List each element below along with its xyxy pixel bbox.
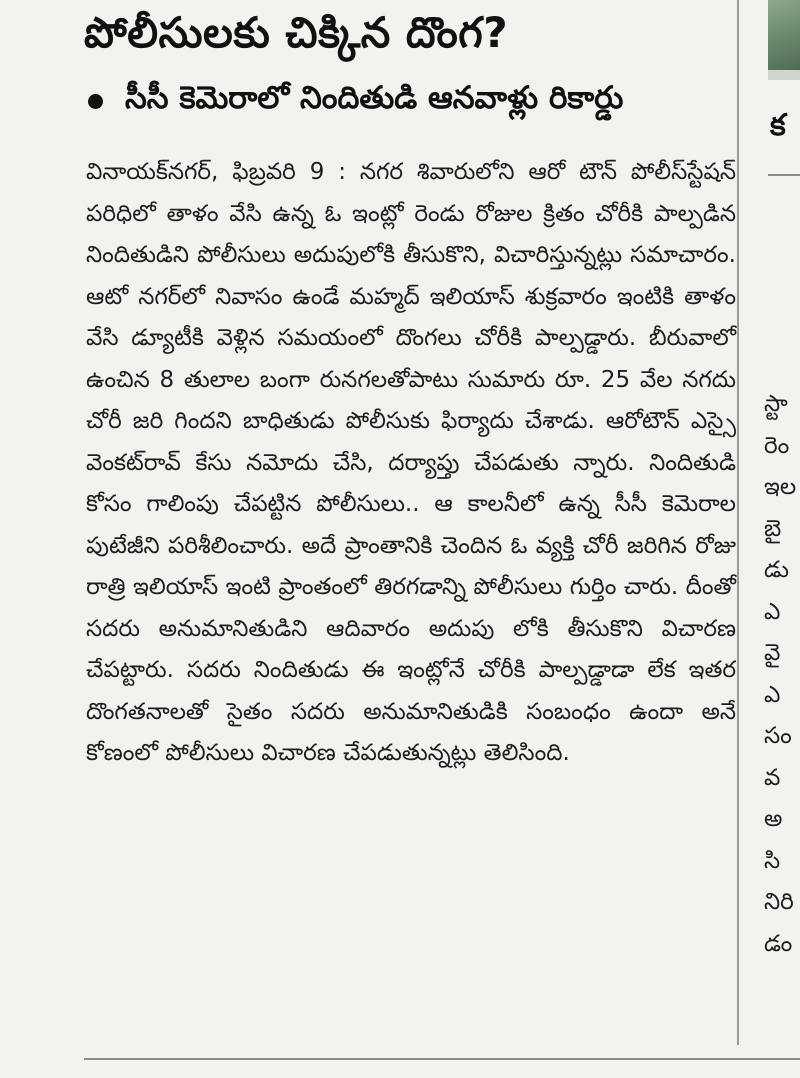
bullet-icon bbox=[88, 94, 103, 109]
adjacent-column-text bbox=[764, 384, 800, 965]
adjacent-line: నిరి bbox=[764, 889, 794, 915]
article-body bbox=[86, 152, 736, 775]
article-body-paragraph: వినాయక్‌నగర్, ఫిబ్రవరి 9 : నగర శివారులోని ఆరో టౌన్ పోలీస్‌స్టేషన్ పరిధిలో తాళం వేసి ఉన్న ఓ ఇంట్లో రెండు రోజుల క్రితం చోరీకి పాల్పడిన నిందితుడిని పోలీసులు అదుపులోకి తీసుకొని, విచారిస్తున్నట్లు సమాచారం. ఆటో నగర్‌లో నివాసం ఉండే మహ్మద్ ఇలియాస్ శుక్రవారం ఇంటికి తాళం వేసి డ్యూటీకి వెళ్లిన సమయంలో దొంగలు చోరీకి పాల్పడ్డారు. బీరువాలో ఉంచిన 8 తులాల బంగా రునగలతోపాటు సుమారు రూ. 25 వేల నగదు చోరీ జరి గిందని బాధితుడు పోలీసుకు ఫిర్యాదు చేశాడు. ఆరోటౌన్ ఎస్సై వెంకట్‌రావ్ కేసు నమోదు చేసి, దర్యాప్తు చేపడుతు న్నారు. నిందితుడి కోసం గాలింపు చేపట్టిన పోలీసులు.. ఆ కాలనీలో ఉన్న సీసీ కెమెరాల పుటేజీని పరిశీలించారు. అదే ప్రాంతానికి చెందిన ఓ వ్యక్తి చోరీ జరిగిన రోజు రాత్రి ఇలియాస్ ఇంటి ప్రాంతంలో తిరగడాన్ని పోలీసులు గుర్తిం చారు. దీంతో సదరు అనుమానితుడిని ఆదివారం అదుపు లోకి తీసుకొని విచారణ చేపట్టారు. సదరు నిందితుడు ఈ ఇంట్లోనే చోరీకి పాల్పడ్డాడా లేక ఇతర దొంగతనాలతో సైతం సదరు అనుమానితుడికి సంబంధం ఉందా అనే కోణంలో పోలీసులు విచారణ చేపడుతున్నట్లు తెలిసింది. bbox=[86, 159, 736, 766]
adjacent-line: ఇల bbox=[764, 474, 797, 500]
adjacent-line: డం bbox=[764, 930, 793, 957]
subheadline-text: సీసీ కెమెరాలో నిందితుడి ఆనవాళ్లు రికార్డు bbox=[125, 80, 624, 116]
adjacent-line: డు bbox=[764, 557, 789, 583]
article-subheadline bbox=[88, 80, 623, 123]
adjacent-line: స్టా bbox=[764, 391, 788, 417]
adjacent-line: అ bbox=[764, 806, 783, 832]
adjacent-line: రెం bbox=[764, 432, 790, 459]
adjacent-line: ఎ bbox=[764, 681, 781, 708]
adjacent-line: సం bbox=[764, 723, 792, 749]
adjacent-rule bbox=[768, 174, 800, 176]
adjacent-line: వ bbox=[764, 764, 781, 791]
column-divider bbox=[737, 0, 739, 1045]
adjacent-photo-caption-strip bbox=[768, 70, 800, 80]
article-headline: పోలీసులకు చిక్కిన దొంగ? bbox=[84, 8, 509, 57]
bottom-rule bbox=[84, 1058, 800, 1060]
adjacent-line: వై bbox=[764, 640, 781, 666]
adjacent-photo bbox=[768, 0, 800, 70]
adjacent-line: సి bbox=[764, 847, 781, 874]
adjacent-heading-fragment: క bbox=[770, 108, 786, 143]
news-article bbox=[70, 0, 736, 1040]
adjacent-line: బై bbox=[764, 515, 782, 542]
adjacent-line: ఎ bbox=[764, 598, 781, 625]
